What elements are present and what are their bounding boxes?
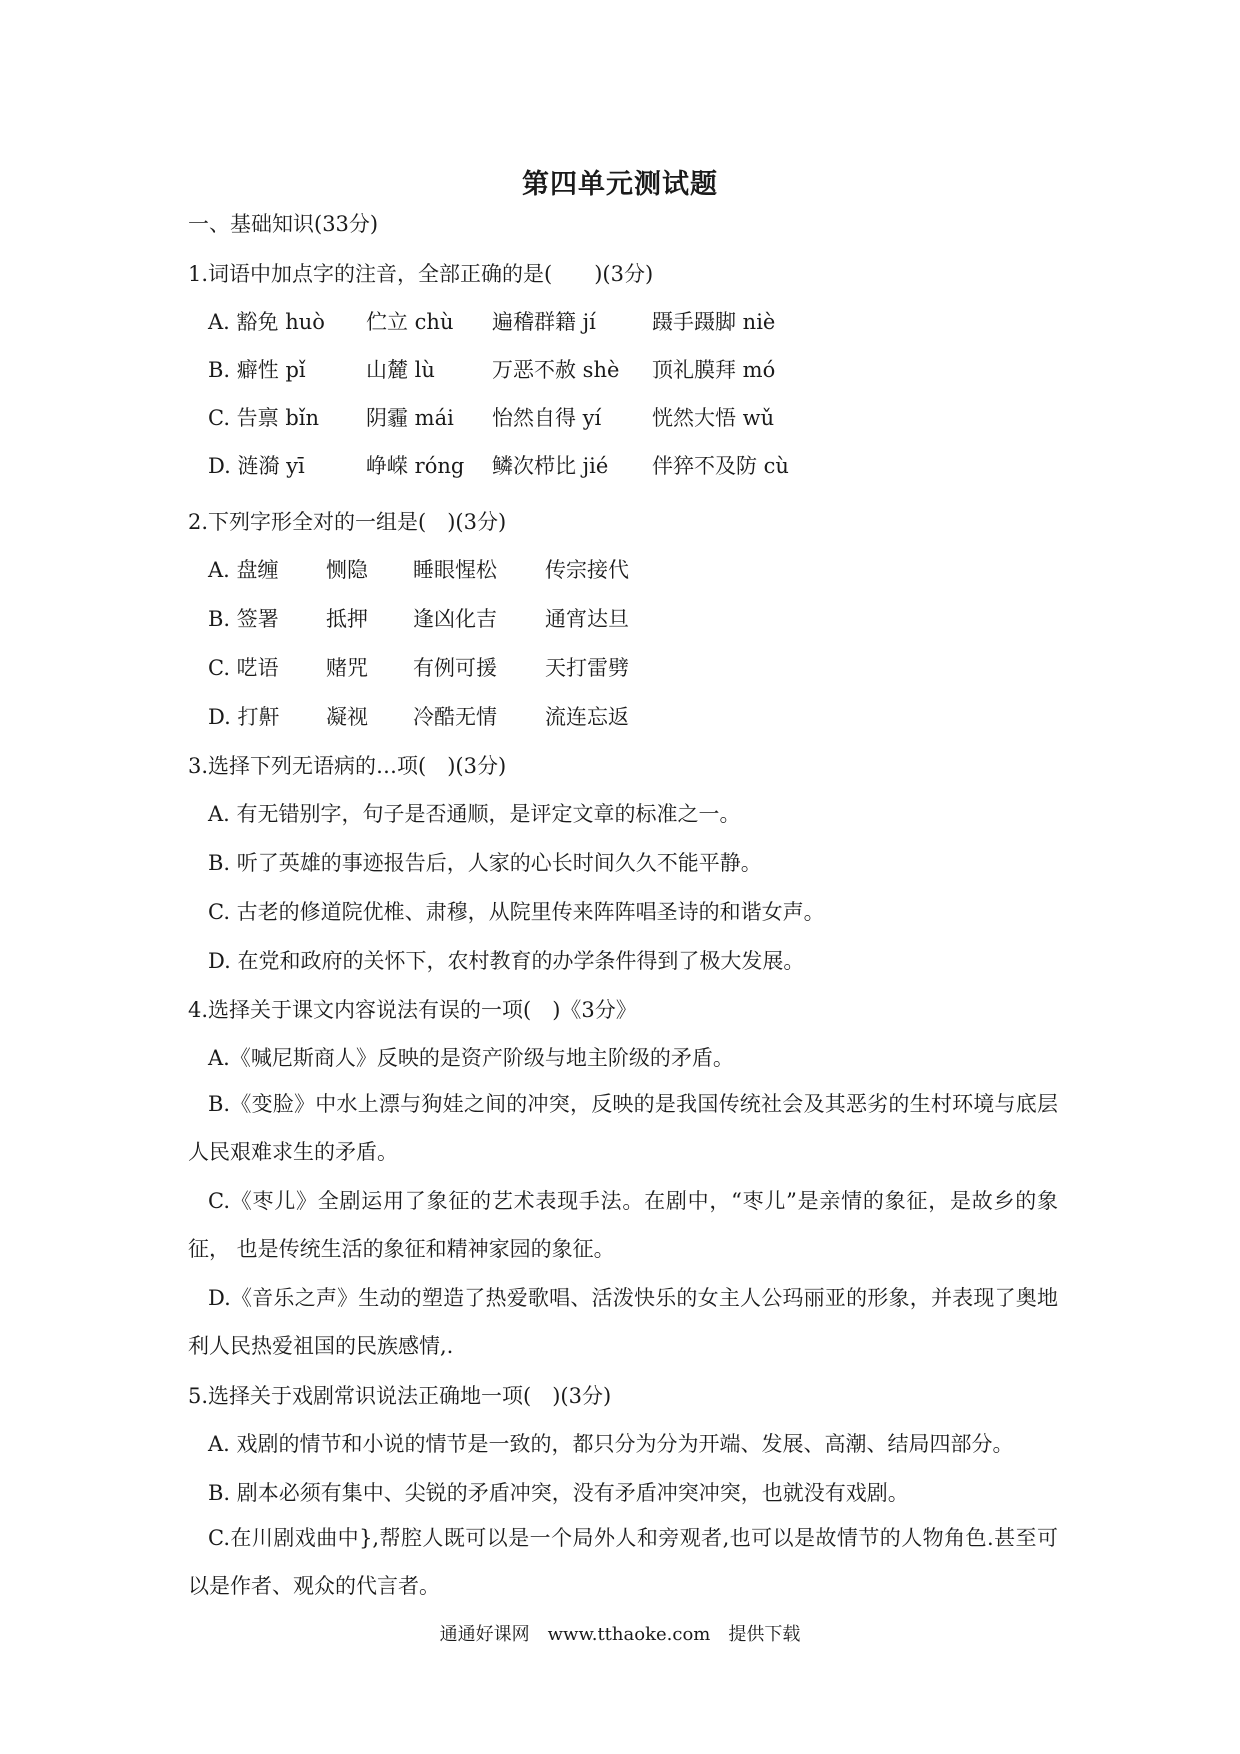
question-4-option-b: B.《变脸》中水上漂与狗娃之间的冲突，反映的是我国传统社会及其恶劣的生村环境与底层人民艰难求生的矛盾。 (188, 1092, 1058, 1164)
option-cell: A. 豁免 huò (208, 310, 325, 334)
option-cell: 冷酷无情 (413, 705, 497, 729)
question-3-option-b: B. 听了英雄的事迹报告后，人家的心长时间久久不能平静。 (208, 851, 762, 875)
question-4-option-a: A.《喊尼斯商人》反映的是资产阶级与地主阶级的矛盾。 (208, 1046, 734, 1070)
option-cell: 山麓 lù (366, 358, 435, 382)
page-title: 第四单元测试题 (522, 169, 718, 200)
question-4-option-c: C.《枣儿》全剧运用了象征的艺术表现手法。在剧中，“枣儿”是亲情的象征，是故乡的象征， 也是传统生活的象征和精神家园的象征。 (188, 1189, 1058, 1261)
option-cell: A. 盘缠 (208, 558, 279, 582)
option-cell: C. 告禀 bǐn (208, 406, 320, 430)
question-1-option-c (208, 402, 832, 432)
option-cell: 流连忘返 (545, 705, 629, 729)
option-cell: 睡眼惺松 (413, 558, 497, 582)
option-cell: 传宗接代 (545, 558, 629, 582)
option-cell: 抵押 (326, 607, 368, 631)
question-1-option-d (208, 450, 832, 480)
question-5-option-b: B. 剧本必须有集中、尖锐的矛盾冲突，没有矛盾冲突冲突，也就没有戏剧。 (208, 1481, 909, 1505)
option-cell: 伴猝不及防 cù (652, 454, 789, 478)
option-cell: 逢凶化吉 (413, 607, 497, 631)
question-2-option-b (208, 603, 685, 633)
option-cell: 恻隐 (326, 558, 368, 582)
question-5-stem: 5.选择关于戏剧常识说法正确地一项( )(3分) (188, 1384, 612, 1408)
option-cell: 有例可援 (413, 656, 497, 680)
option-cell: 蹑手蹑脚 niè (652, 310, 776, 334)
question-2-option-a (208, 554, 685, 584)
question-2-stem: 2.下列字形全对的一组是( )(3分) (188, 510, 507, 534)
question-3-option-c: C. 古老的修道院优椎、肃穆，从院里传来阵阵唱圣诗的和谐女声。 (208, 900, 825, 924)
question-3-option-a: A. 有无错别字，句子是否通顺，是评定文章的标准之一。 (208, 802, 741, 826)
option-cell: D. 涟漪 yī (208, 454, 305, 478)
option-cell: 凝视 (326, 705, 368, 729)
option-cell: 伫立 chù (366, 310, 454, 334)
option-cell: 顶礼膜拜 mó (652, 358, 776, 382)
option-cell: 天打雷劈 (545, 656, 629, 680)
footer-credit: 通通好课网 www.tthaoke.com 提供下载 (439, 1624, 801, 1645)
question-1-option-a (208, 306, 832, 336)
option-cell: B. 签署 (208, 607, 279, 631)
question-4-stem: 4.选择关于课文内容说法有误的一项( )《3分》 (188, 998, 637, 1022)
option-cell: 通宵达旦 (545, 607, 629, 631)
option-cell: B. 癖性 pǐ (208, 358, 306, 382)
option-cell: 阴霾 mái (366, 406, 454, 430)
option-cell: 鳞次栉比 jié (492, 454, 609, 478)
question-5-option-a: A. 戏剧的情节和小说的情节是一致的，都只分为分为开端、发展、高潮、结局四部分。 (208, 1432, 1014, 1456)
option-cell: D. 打鼾 (208, 705, 280, 729)
option-cell: 峥嵘 róng (366, 454, 465, 478)
option-cell: 万恶不赦 shè (492, 358, 620, 382)
question-1-option-b (208, 354, 832, 384)
option-cell: C. 呓语 (208, 656, 279, 680)
question-2-option-c (208, 652, 685, 682)
option-cell: 赌咒 (326, 656, 368, 680)
section-heading: 一、基础知识(33分) (188, 212, 379, 236)
question-2-option-d (208, 701, 685, 731)
question-3-option-d: D. 在党和政府的关怀下，农村教育的办学条件得到了极大发展。 (208, 949, 805, 973)
question-5-option-c: C.在川剧戏曲中},帮腔人既可以是一个局外人和旁观者,也可以是故情节的人物角色.甚至可以是作者、观众的代言者。 (188, 1526, 1058, 1598)
option-cell: 恍然大悟 wǔ (652, 406, 775, 430)
question-1-stem: 1.词语中加点字的注音，全部正确的是( )(3分) (188, 262, 654, 286)
question-3-stem: 3.选择下列无语病的…项( )(3分) (188, 754, 507, 778)
question-4-option-d: D.《音乐之声》生动的塑造了热爱歌唱、活泼快乐的女主人公玛丽亚的形象，并表现了奥地利人民热爱祖国的民族感情,. (188, 1286, 1058, 1358)
option-cell: 怡然自得 yí (492, 406, 602, 430)
option-cell: 遍稽群籍 jí (492, 310, 596, 334)
